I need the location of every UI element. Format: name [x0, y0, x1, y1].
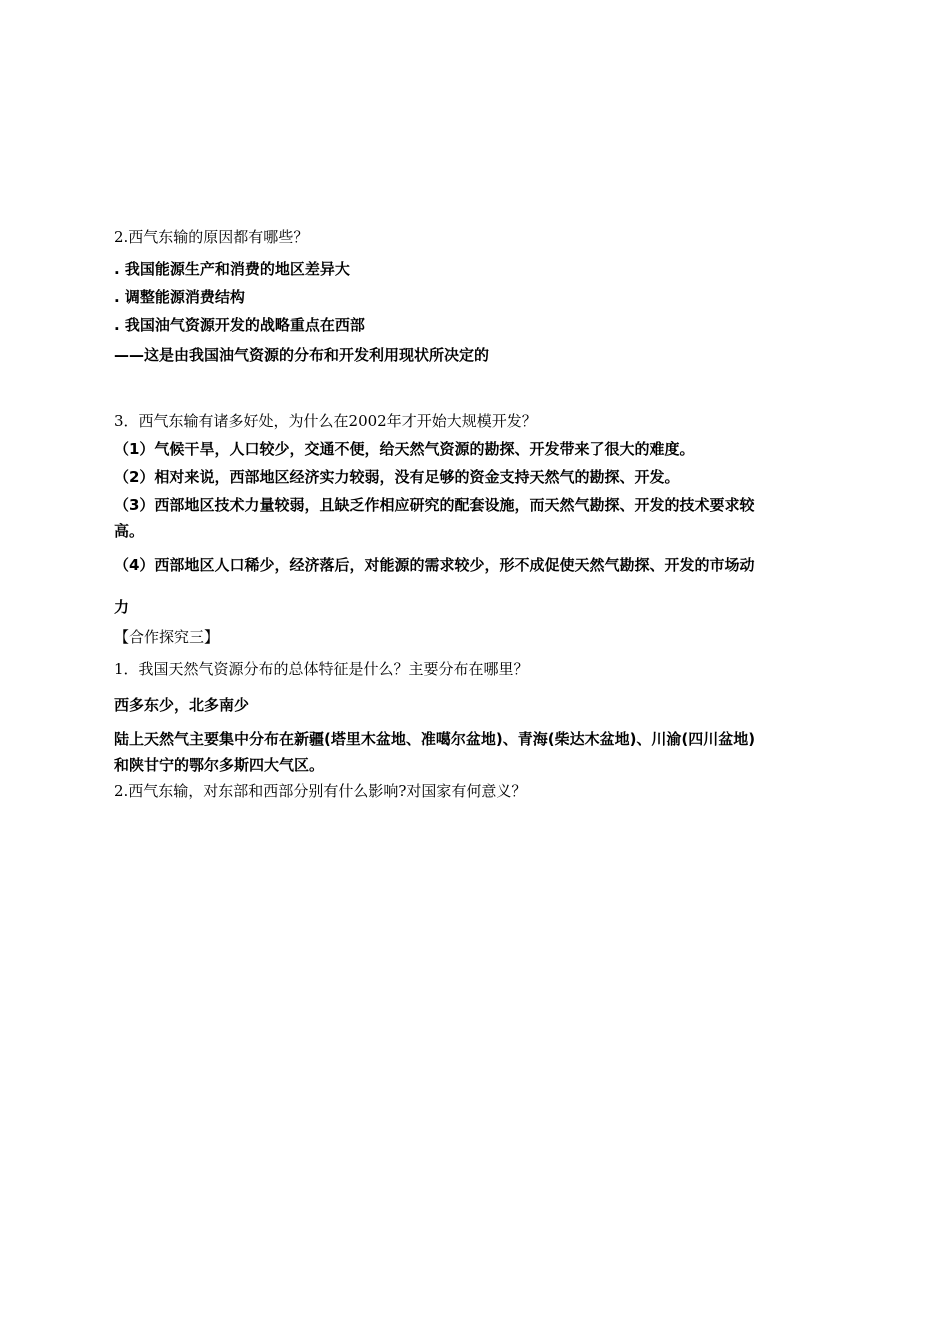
question-2-impact: 2.西气东输，对东部和西部分别有什么影响?对国家有何意义？ [114, 782, 527, 800]
answer-item: . 我国油气资源开发的战略重点在西部 [114, 316, 365, 334]
answer-distribution-line1: 陆上天然气主要集中分布在新疆(塔里木盆地、准噶尔盆地)、青海(柴达木盆地)、川渝(四川盆地) [114, 730, 756, 748]
answer-conclusion: ——这是由我国油气资源的分布和开发利用现状所决定的 [114, 346, 490, 364]
answer-item: . 我国能源生产和消费的地区差异大 [114, 260, 350, 278]
answer-point-3-line2: 高。 [114, 522, 145, 540]
answer-point-4-line1: （4）西部地区人口稀少，经济落后，对能源的需求较少，形不成促使天然气勘探、开发的市场动 [114, 556, 755, 574]
answer-point-3-line1: （3）西部地区技术力量较弱，且缺乏作相应研究的配套设施，而天然气勘探、开发的技术要求较 [114, 496, 755, 514]
answer-point-2: （2）相对来说，西部地区经济实力较弱，没有足够的资金支持天然气的勘探、开发。 [114, 468, 680, 486]
answer-distribution-line2: 和陕甘宁的鄂尔多斯四大气区。 [114, 756, 325, 774]
question-3: 3．西气东输有诸多好处，为什么在2002年才开始大规模开发？ [114, 412, 537, 430]
answer-point-4-line2: 力 [114, 598, 130, 616]
answer-feature: 西多东少，北多南少 [114, 696, 250, 714]
answer-item: . 调整能源消费结构 [114, 288, 245, 306]
question-1-distribution: 1．我国天然气资源分布的总体特征是什么？主要分布在哪里？ [114, 660, 529, 678]
question-2-reasons: 2.西气东输的原因都有哪些？ [114, 228, 309, 246]
answer-point-1: （1）气候干旱，人口较少，交通不便，给天然气资源的勘探、开发带来了很大的难度。 [114, 440, 695, 458]
section-heading: 【合作探究三】 [114, 628, 220, 646]
